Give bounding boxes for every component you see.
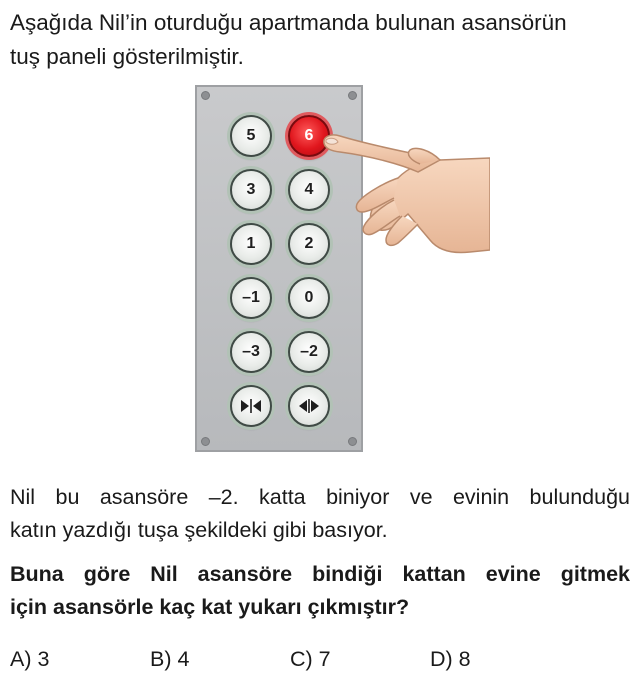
question-line-2: için asansörle kaç kat yukarı çıkmıştır?: [10, 595, 410, 619]
problem-paragraph: [10, 481, 630, 547]
option-letter: B): [150, 647, 172, 671]
floor-button-label: 5: [246, 127, 256, 144]
option-a[interactable]: [10, 647, 49, 672]
floor-button-label: 0: [304, 289, 314, 306]
floor-button-minus-1[interactable]: [230, 277, 272, 319]
floor-button-label: –1: [242, 289, 260, 306]
paragraph-line-2: katın yazdığı tuşa şekildeki gibi basıyor.: [10, 518, 388, 542]
door-close-button[interactable]: [230, 385, 272, 427]
option-value: 3: [37, 647, 50, 671]
floor-button-label: 1: [246, 235, 256, 252]
intro-text: [10, 6, 630, 74]
paragraph-line-1: Nil bu asansöre –2. katta biniyor ve evinin bulunduğu: [10, 485, 630, 509]
intro-line-1: Aşağıda Nil’in oturduğu apartmanda bulunan asansörün: [10, 10, 567, 35]
option-d[interactable]: [430, 647, 471, 672]
floor-button-label: 6: [304, 127, 314, 144]
floor-button-0[interactable]: [288, 277, 330, 319]
pointing-hand-icon: [320, 120, 490, 260]
floor-button-1[interactable]: [230, 223, 272, 265]
intro-line-2: tuş paneli gösterilmiştir.: [10, 44, 244, 69]
floor-button-label: –3: [242, 343, 260, 360]
screw-icon: [201, 437, 210, 446]
option-value: 4: [177, 647, 190, 671]
option-value: 8: [458, 647, 471, 671]
door-open-icon: [297, 398, 321, 414]
option-b[interactable]: [150, 647, 189, 672]
floor-button-3[interactable]: [230, 169, 272, 211]
option-letter: D): [430, 647, 453, 671]
door-close-icon: [239, 398, 263, 414]
floor-button-minus-3[interactable]: [230, 331, 272, 373]
option-c[interactable]: [290, 647, 331, 672]
screw-icon: [201, 91, 210, 100]
question-line-1: Buna göre Nil asansöre bindiği kattan evine gitmek: [10, 562, 630, 586]
floor-button-label: 2: [304, 235, 314, 252]
floor-button-5[interactable]: [230, 115, 272, 157]
floor-button-label: –2: [300, 343, 318, 360]
screw-icon: [348, 437, 357, 446]
screw-icon: [348, 91, 357, 100]
floor-button-label: 3: [246, 181, 256, 198]
question-text: [10, 558, 630, 624]
door-open-button[interactable]: [288, 385, 330, 427]
option-letter: A): [10, 647, 32, 671]
option-letter: C): [290, 647, 313, 671]
option-value: 7: [318, 647, 331, 671]
floor-button-label: 4: [304, 181, 314, 198]
floor-button-minus-2[interactable]: [288, 331, 330, 373]
